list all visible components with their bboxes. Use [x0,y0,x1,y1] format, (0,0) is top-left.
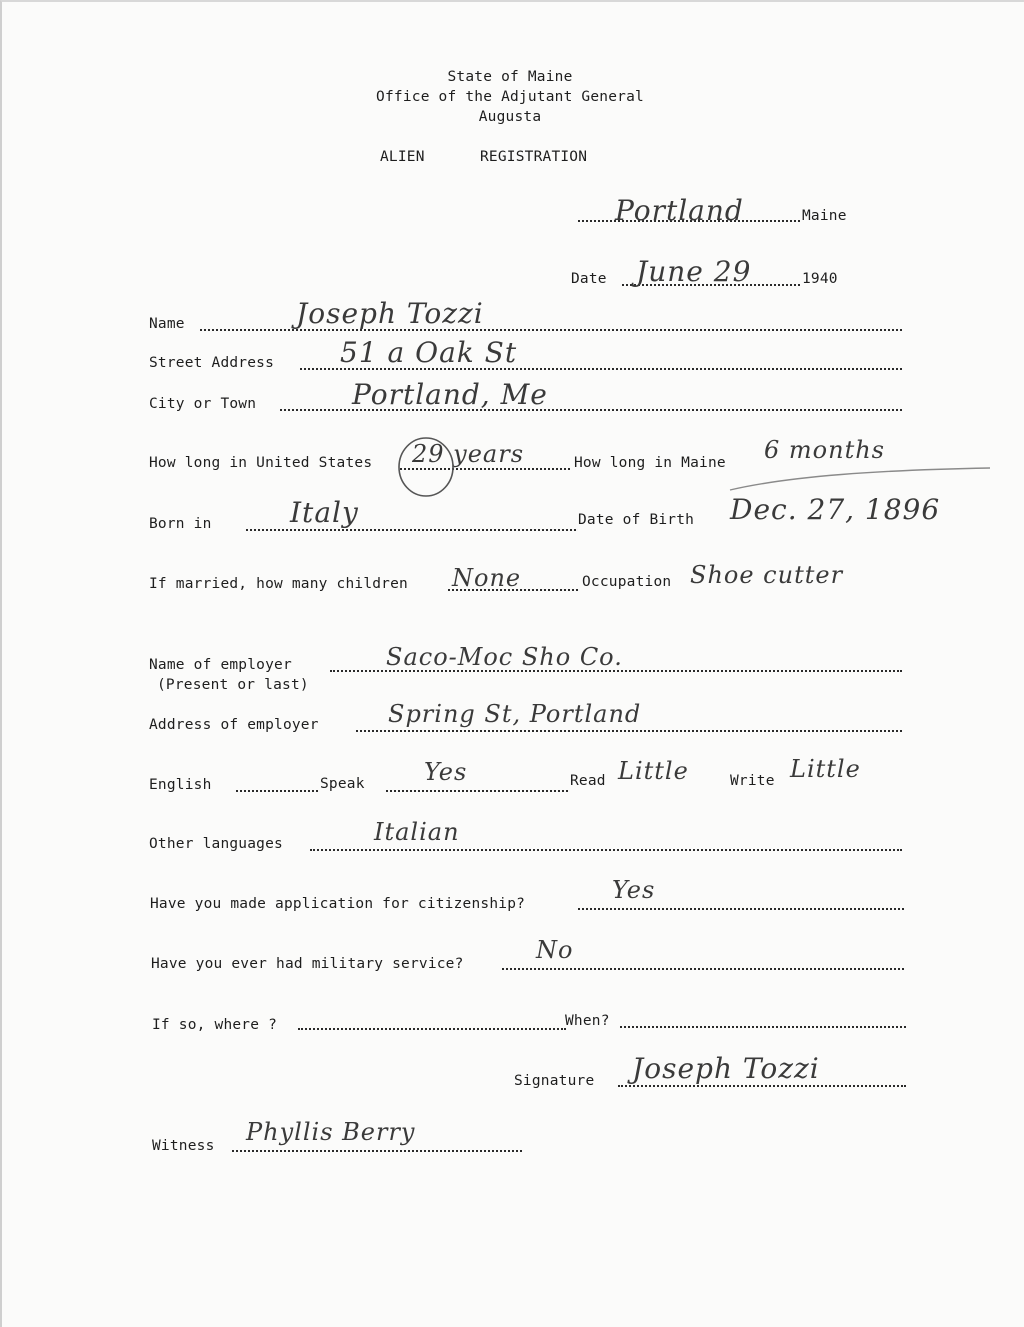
where-label: If so, where ? [152,1017,278,1033]
other-languages-line [310,849,902,851]
citizenship-line [578,908,904,910]
military-label: Have you ever had military service? [151,956,464,972]
city-label: City or Town [149,396,257,412]
signature-label: Signature [514,1073,595,1089]
employer-address-label: Address of employer [149,717,319,733]
military-value: No [536,936,574,964]
maine-long-value: 6 months [764,436,885,464]
write-value: Little [790,755,861,783]
children-value: None [452,564,522,592]
dob-label: Date of Birth [578,512,695,528]
citizenship-value: Yes [612,876,656,904]
witness-value: Phyllis Berry [246,1118,416,1146]
date-year: 1940 [802,271,838,287]
occupation-label: Occupation [582,574,672,590]
city-value: Portland, Me [352,378,548,411]
pen-stroke [730,458,1010,498]
form-title-alien: ALIEN [380,149,425,165]
circle-mark [396,436,456,498]
place-value: Portland [615,194,744,227]
street-label: Street Address [149,355,275,371]
witness-label: Witness [152,1138,215,1154]
employer-label: Name of employer [149,657,292,673]
children-label: If married, how many children [149,576,408,592]
employer-address-value: Spring St, Portland [388,700,642,728]
us-long-value: 29 years [412,440,525,468]
name-value: Joseph Tozzi [296,297,484,330]
speak-label: Speak [320,776,365,792]
speak-value: Yes [424,758,468,786]
name-label: Name [149,316,185,332]
military-line [502,968,904,970]
signature-value: Joseph Tozzi [632,1052,820,1085]
date-value: June 29 [636,255,752,288]
employer-address-line [356,730,902,732]
signature-line [618,1085,906,1087]
born-value: Italy [290,496,359,529]
where-line [298,1028,566,1030]
witness-line [232,1150,522,1152]
street-value: 51 a Oak St [340,336,518,369]
dob-value: Dec. 27, 1896 [730,493,941,526]
when-label: When? [565,1013,610,1029]
other-languages-value: Italian [374,818,460,846]
employer-value: Saco-Moc Sho Co. [386,643,623,671]
occupation-value: Shoe cutter [690,561,844,589]
citizenship-label: Have you made application for citizenship? [150,896,526,912]
employer-sublabel: (Present or last) [157,677,309,693]
write-label: Write [730,773,775,789]
maine-long-label: How long in Maine [574,455,726,471]
when-line [620,1026,906,1028]
read-value: Little [618,757,689,785]
header-state: State of Maine [447,69,573,85]
other-languages-label: Other languages [149,836,283,852]
english-line [236,790,318,792]
header-city: Augusta [478,109,542,125]
speak-line [386,790,568,792]
date-label: Date [571,271,607,287]
born-line [246,529,576,531]
header-office: Office of the Adjutant General [376,89,644,105]
english-label: English [149,777,212,793]
place-suffix: Maine [802,208,847,224]
born-label: Born in [149,516,212,532]
us-long-label: How long in United States [149,455,373,471]
form-title-registration: REGISTRATION [480,149,588,165]
read-label: Read [570,773,606,789]
